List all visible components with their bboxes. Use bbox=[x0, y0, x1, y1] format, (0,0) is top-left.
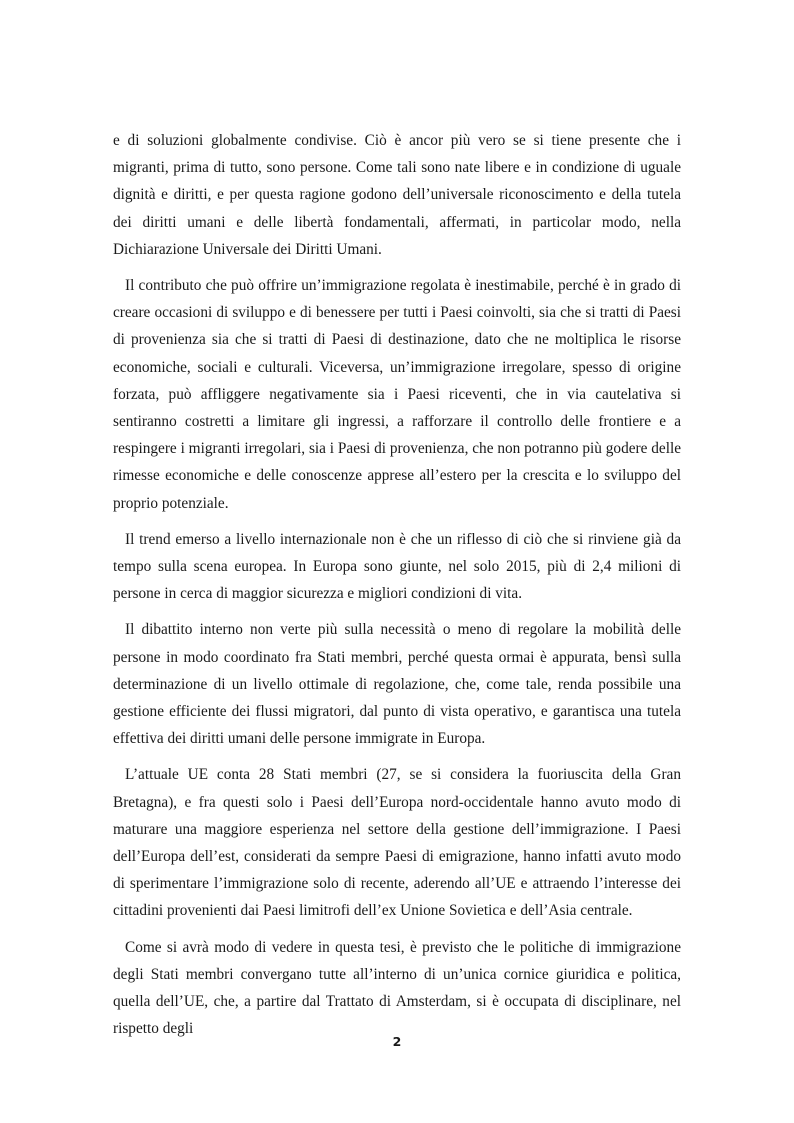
paragraph: e di soluzioni globalmente condivise. Ciò è ancor più vero se si tiene presente che i migranti, prima di tutto, sono persone. Come tali sono nate libere e in condizione di uguale dignità e diritti, e per questa ragione godono dell’universale riconoscimento e della tutela dei diritti umani e delle libertà fondamentali, affermati, in particolar modo, nella Dichiarazione Universale dei Diritti Umani. bbox=[113, 132, 681, 258]
paragraph: Il trend emerso a livello internazionale non è che un riflesso di ciò che si rinviene già da tempo sulla scena europea. In Europa sono giunte, nel solo 2015, più di 2,4 milioni di persone in cerca di maggior sicurezza e migliori condizioni di vita. bbox=[113, 530, 681, 603]
body-text bbox=[113, 127, 681, 1052]
paragraph: L’attuale UE conta 28 Stati membri (27, se si considera la fuoriuscita della Gran Bretagna), e fra questi solo i Paesi dell’Europa nord-occidentale hanno avuto modo di maturare una maggiore esperienza nel settore della gestione dell’immigrazione. I Paesi dell’Europa dell’est, considerati da sempre Paesi di emigrazione, hanno infatti avuto modo di sperimentare l’immigrazione solo di recente, aderendo all’UE e attraendo l’interesse dei cittadini provenienti dai Paesi limitrofi dell’ex Unione Sovietica e dell’Asia centrale. bbox=[113, 766, 681, 920]
paragraph: Come si avrà modo di vedere in questa tesi, è previsto che le politiche di immigrazione degli Stati membri convergano tutte all’interno di un’unica cornice giuridica e politica, quella dell’UE, che, a partire dal Trattato di Amsterdam, si è occupata di disciplinare, nel rispetto degli bbox=[113, 938, 681, 1038]
paragraph: Il contributo che può offrire un’immigrazione regolata è inestimabile, perché è in grado di creare occasioni di sviluppo e di benessere per tutti i Paesi coinvolti, sia che si tratti di Paesi di provenienza sia che si tratti di Paesi di destinazione, dato che ne moltiplica le risorse economiche, sociali e culturali. Viceversa, un’immigrazione irregolare, spesso di origine forzata, può affliggere negativamente sia i Paesi riceventi, che in via cautelativa si sentiranno costretti a limitare gli ingressi, a rafforzare il controllo delle frontiere e a respingere i migranti irregolari, sia i Paesi di provenienza, che non potranno più godere delle rimesse economiche e delle conoscenze apprese all’estero per la crescita e lo sviluppo del proprio potenziale. bbox=[113, 277, 681, 512]
page-number: 2 bbox=[392, 1034, 402, 1049]
paragraph: Il dibattito interno non verte più sulla necessità o meno di regolare la mobilità delle persone in modo coordinato fra Stati membri, perché questa ormai è appurata, bensì sulla determinazione di un livello ottimale di regolazione, che, come tale, renda possibile una gestione efficiente dei flussi migratori, dal punto di vista operativo, e garantisca una tutela effettiva dei diritti umani delle persone immigrate in Europa. bbox=[113, 621, 681, 748]
